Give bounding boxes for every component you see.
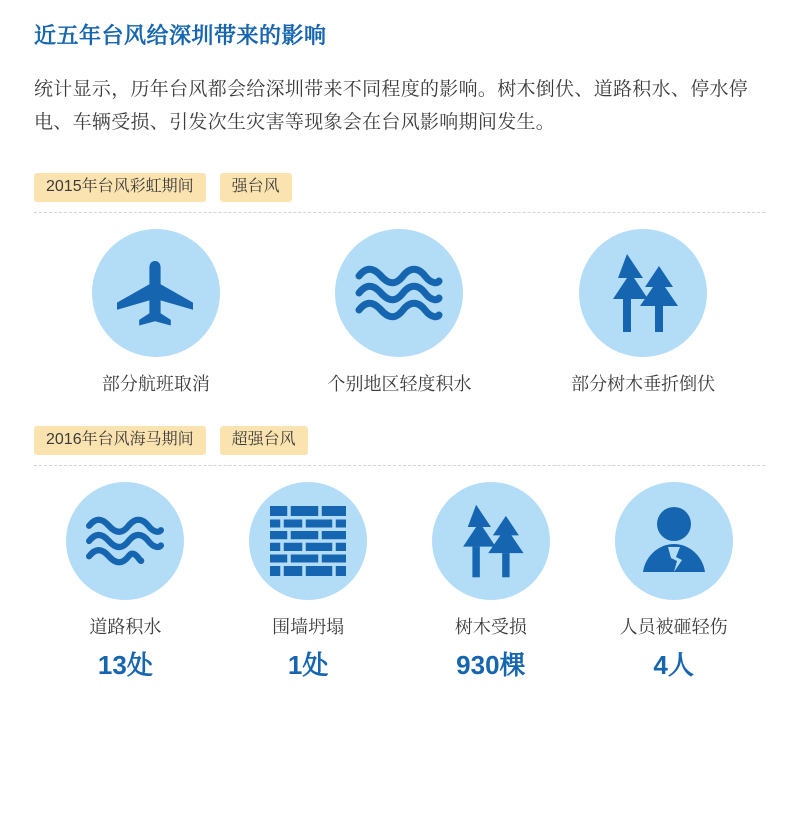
airplane-icon [113, 257, 199, 329]
period-tag: 2015年台风彩虹期间 [34, 173, 206, 202]
trees-icon [448, 501, 534, 581]
icon-row [34, 482, 765, 681]
waves-icon [85, 515, 165, 567]
icon-circle [66, 482, 184, 600]
impact-value: 13处 [97, 649, 153, 680]
impact-caption: 部分树木垂折倒伏 [571, 374, 716, 395]
impact-caption: 个别地区轻度积水 [327, 374, 472, 395]
impact-item [278, 229, 522, 396]
impact-value: 4人 [653, 649, 694, 680]
icon-circle [249, 482, 367, 600]
impact-caption: 道路积水 [89, 617, 162, 638]
icon-circle [432, 482, 550, 600]
level-tag: 强台风 [220, 173, 292, 202]
brick-wall-icon [270, 506, 346, 576]
page-title: 近五年台风给深圳带来的影响 [34, 23, 327, 48]
icon-row [34, 229, 765, 396]
waves-icon [355, 264, 443, 322]
trees-icon [597, 250, 689, 336]
section-2015 [34, 173, 765, 396]
section-tags [34, 173, 765, 202]
icon-circle [92, 229, 220, 357]
impact-item [217, 482, 400, 681]
section-divider [34, 465, 765, 466]
impact-item [400, 482, 583, 681]
section-2016 [34, 426, 765, 681]
section-divider [34, 212, 765, 213]
impact-caption: 围墙坍塌 [272, 617, 345, 638]
impact-caption: 树木受损 [454, 617, 527, 638]
icon-circle [335, 229, 463, 357]
section-tags [34, 426, 765, 455]
impact-item [34, 229, 278, 396]
icon-circle [615, 482, 733, 600]
impact-caption: 人员被砸轻伤 [619, 617, 728, 638]
impact-caption: 部分航班取消 [101, 374, 210, 395]
impact-item [34, 482, 217, 681]
level-tag: 超强台风 [220, 426, 308, 455]
impact-value: 1处 [287, 649, 329, 680]
impact-item [582, 482, 765, 681]
icon-circle [579, 229, 707, 357]
row-spacer [34, 400, 765, 426]
impact-value: 930棵 [456, 649, 526, 680]
intro-paragraph: 统计显示，历年台风都会给深圳带来不同程度的影响。树木倒伏、道路积水、停水停电、车辆受损、引发次生灾害等现象会在台风影响期间发生。 [34, 78, 749, 133]
person-injured-icon [638, 504, 710, 578]
period-tag: 2016年台风海马期间 [34, 426, 206, 455]
impact-item [521, 229, 765, 396]
